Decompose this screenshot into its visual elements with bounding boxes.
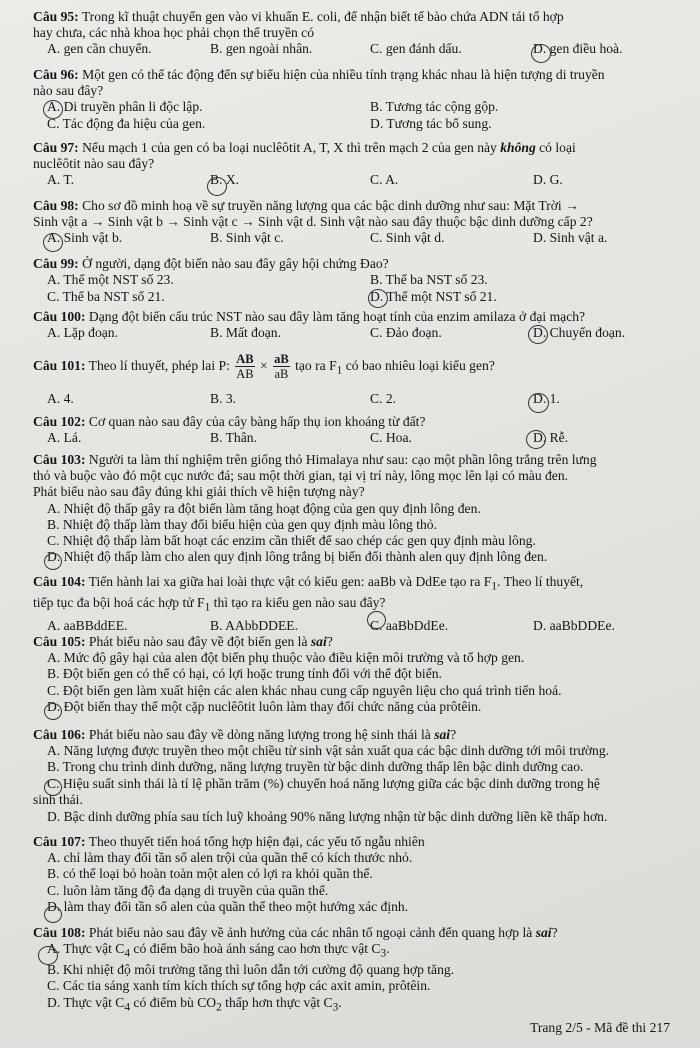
option-c[interactable]: C. A. [370,172,399,188]
answer-mark-circle [44,703,62,720]
option-c[interactable]: C. Đột biến gen làm xuất hiện các alen khác nhau cung cấp nguyên liệu cho quá trình tiến hoá. [47,682,562,698]
option-a[interactable]: A. Lặp đoạn. [47,325,118,341]
option-c[interactable]: C. aaBbDdEe. [370,617,449,633]
answer-mark-circle [526,430,546,449]
question-108: Câu 108: Phát biểu nào sau đây về ảnh hưởng của các nhân tố ngoại cảnh đến quang hợp là sai? A. Thực vật $C_4$ có điểm bão hoà ánh sáng cao hơn thực vật $C_3$. B. Khi nhiệt độ môi trường tăng thì luôn dẫn tới cường độ quang hợp tăng. C. Các tia sáng xanh tím kích thích sự tổng hợp các axit amin, prôtêin. D. Thực vật $C_4$ có điểm bù $CO_2$ thấp hơn thực vật $C_3$. [33,925,688,1015]
option-a[interactable]: A. gen cần chuyển. [47,41,152,57]
fraction-1: $\frac{AB}{AB}$ [236,352,254,382]
answer-mark-circle [44,779,62,796]
question-96: Câu 96: Một gen có thể tác động đến sự biểu hiện của nhiều tính trạng khác nhau là hiện tượng di truyền nào sau đây? A. Di truyền phân li độc lập. B. Tương tác cộng gộp. C. Tác động đa hiệu của gen. D. Tương tác bổ sung. [33,67,605,132]
option-a[interactable]: A. Lá. [47,430,82,446]
option-d[interactable]: D. làm thay đổi tần số alen của quần thể theo một hướng xác định. [47,898,409,914]
option-a[interactable]: A. T. [47,172,75,188]
question-97: Câu 97: Nếu mạch 1 của gen có ba loại nuclêôtit A, T, X thì trên mạch 2 của gen này không có loại nuclêôtit nào sau đây? A. T. B. X. C. A. D. G. [33,140,576,188]
option-d[interactable]: D. Nhiệt độ thấp làm cho alen quy định lông trắng bị biến đổi thành alen quy định lông đen. [47,549,548,565]
option-c[interactable]: C. Hoa. [370,430,412,446]
option-b[interactable]: B. Đột biến gen có thể có hại, có lợi hoặc trung tính đối với thể đột biến. [47,666,442,682]
question-104: Câu 104: Tiến hành lai xa giữa hai loài thực vật có kiểu gen: aaBb và DdEe tạo ra $F_1$. Theo lí thuyết, tiếp tục đa bội hoá các hợp tử $F_1$ thì tạo ra kiểu gen nào sau đây? A. aaBBddEE. B. AAbbDDEE. C. aaBbDdEe. D. aaBbDDEe. [33,574,615,633]
option-d[interactable]: D. Tương tác bổ sung. [370,116,492,132]
option-d[interactable]: D. Chuyển đoạn. [533,325,626,341]
option-d[interactable]: D. aaBbDDEe. [533,617,615,633]
option-d[interactable]: D. Thực vật $C_4$ có điểm bù $CO_2$ thấp hơn thực vật $C_3$. [47,994,342,1014]
option-a[interactable]: A. Di truyền phân li độc lập. [47,99,203,115]
question-106: Câu 106: Phát biểu nào sau đây về dòng năng lượng trong hệ sinh thái là sai? A. Năng lượng được truyền theo một chiều từ sinh vật sản xuất qua các bậc dinh dưỡng tới môi trường. B. Trong chu trình dinh dưỡng, năng lượng truyền từ bậc dinh dưỡng thấp lên bậc dinh dưỡng cao. C. Hiệu suất sinh thái là tỉ lệ phần trăm (%) chuyển hoá năng lượng giữa các bậc dinh dưỡng trong hệ sinh thái. D. Bậc dinh dưỡng phía sau tích luỹ khoảng 90% năng lượng nhận từ bậc dinh dưỡng liền kề thấp hơn. [33,727,688,825]
option-c[interactable]: C. Sinh vật d. [370,230,445,246]
answer-mark-circle [207,177,227,196]
option-b[interactable]: B. Thân. [210,430,257,446]
option-b[interactable]: B. X. [210,172,240,188]
question-105: Câu 105: Phát biểu nào sau đây về đột biến gen là sai? A. Mức độ gây hại của alen đột biến phụ thuộc vào điều kiện môi trường và tổ hợp gen. B. Đột biến gen có thể có hại, có lợi hoặc trung tính đối với thể đột biến. C. Đột biến gen làm xuất hiện các alen khác nhau cung cấp nguyên liệu cho quá trình tiến hoá. D. Đột biến thay thế một cặp nuclêôtit luôn làm thay đổi chức năng của prôtêin. [33,634,688,715]
option-c[interactable]: C. gen đánh dấu. [370,41,462,57]
option-d[interactable]: D. 1. [533,391,560,406]
question-102: Câu 102: Cơ quan nào sau đây của cây bàng hấp thụ ion khoáng từ đất? A. Lá. B. Thân. C. Hoa. D. Rễ. [33,414,569,446]
option-d[interactable]: D. gen điều hoà. [533,41,623,57]
answer-mark-circle [531,44,551,63]
option-c[interactable]: C. Đảo đoạn. [370,325,442,341]
answer-mark-circle [528,325,548,344]
option-b[interactable]: B. AAbbDDEE. [210,617,298,633]
option-d[interactable]: D. G. [533,172,563,188]
option-a[interactable]: A. Sinh vật b. [47,230,123,246]
option-c[interactable]: C. Hiệu suất sinh thái là tỉ lệ phần trăm (%) chuyển hoá năng lượng giữa các bậc dinh dưỡng trong hệ [47,775,600,791]
question-101: Câu 101: Theo lí thuyết, phép lai P: $\frac{AB}{AB}$ × $\frac{aB}{aB}$ tạo ra $F_1$ có bao nhiêu loại kiểu gen? A. 4. B. 3. C. 2. D. 1. [33,352,560,406]
question-number: Câu 95: [33,9,79,24]
option-b[interactable]: B. gen ngoài nhân. [210,41,313,57]
option-b[interactable]: B. Thể ba NST số 23. [370,272,488,288]
option-b[interactable]: B. Khi nhiệt độ môi trường tăng thì luôn dẫn tới cường độ quang hợp tăng. [47,962,455,978]
option-c[interactable]: C. luôn làm tăng độ đa dạng di truyền của quần thể. [47,882,329,898]
answer-mark-circle [38,946,58,965]
option-b[interactable]: B. Sinh vật c. [210,230,284,246]
question-98: Câu 98: Cho sơ đồ minh hoạ về sự truyền năng lượng qua các bậc dinh dưỡng như sau: Mặt Trời → Sinh vật a → Sinh vật b → Sinh vật c → Sinh vật d. Sinh vật nào sau đây thuộc bậc dinh dưỡng cấp 2? A. Sinh vật b. B. Sinh vật c. C. Sinh vật d. D. Sinh vật a. [33,198,608,246]
option-d[interactable]: D. Bậc dinh dưỡng phía sau tích luỹ khoảng 90% năng lượng nhận từ bậc dinh dưỡng liền kề thấp hơn. [47,809,608,825]
option-c[interactable]: C. Thể ba NST số 21. [47,289,165,305]
option-c[interactable]: C. Tác động đa hiệu của gen. [47,116,206,132]
option-c[interactable]: C. Các tia sáng xanh tím kích thích sự tổng hợp các axit amin, prôtêin. [47,978,431,994]
option-a[interactable]: A. 4. [47,391,74,406]
option-b[interactable]: B. Nhiệt độ thấp làm thay đổi biểu hiện của gen quy định màu lông thỏ. [47,516,437,532]
option-b[interactable]: B. Mất đoạn. [210,325,281,341]
option-a[interactable]: A. Mức độ gây hại của alen đột biến phụ thuộc vào điều kiện môi trường và tổ hợp gen. [47,650,525,666]
answer-mark-circle [367,611,386,629]
option-a[interactable]: A. aaBBddEE. [47,617,128,633]
option-c[interactable]: C. 2. [370,391,397,406]
option-b[interactable]: B. Trong chu trình dinh dưỡng, năng lượng truyền từ bậc dinh dưỡng thấp lên bậc dinh dưỡng cao. [47,759,584,775]
question-100: Câu 100: Dạng đột biến cấu trúc NST nào sau đây làm tăng hoạt tính của enzim amilaza ở đại mạch? A. Lặp đoạn. B. Mất đoạn. C. Đảo đoạn. D. Chuyển đoạn. [33,309,626,341]
option-a[interactable]: A. Năng lượng được truyền theo một chiều từ sinh vật sản xuất qua các bậc dinh dưỡng tới môi trường. [47,743,610,759]
option-b[interactable]: B. 3. [210,391,237,406]
option-a[interactable]: A. Thể một NST số 23. [47,272,174,288]
option-d[interactable]: D. Đột biến thay thế một cặp nuclêôtit luôn làm thay đổi chức năng của prôtêin. [47,698,482,714]
question-107: Câu 107: Theo thuyết tiến hoá tổng hợp hiện đại, các yếu tố ngẫu nhiên A. chỉ làm thay đổi tần số alen trội của quần thể có kích thước nhỏ. B. có thể loại bỏ hoàn toàn một alen có lợi ra khỏi quần thể. C. luôn làm tăng độ đa dạng di truyền của quần thể. D. làm thay đổi tần số alen của quần thể theo một hướng xác định. [33,834,688,915]
option-b[interactable]: B. có thể loại bỏ hoàn toàn một alen có lợi ra khỏi quần thể. [47,866,373,882]
answer-mark-circle [44,906,62,923]
answer-mark-circle [368,289,388,308]
option-c-continued: sinh thái. [33,791,83,807]
option-d[interactable]: D. Rễ. [533,430,569,446]
option-a[interactable]: A. Thực vật $C_4$ có điểm bão hoà ánh sáng cao hơn thực vật $C_3$. [47,941,390,960]
option-d[interactable]: D. Thể một NST số 21. [370,289,497,305]
answer-mark-circle [43,233,63,252]
answer-mark-circle [44,553,62,570]
option-d[interactable]: D. Sinh vật a. [533,230,608,246]
option-c[interactable]: C. Nhiệt độ thấp làm bất hoạt các enzim cần thiết để sao chép các gen quy định màu lông. [47,533,536,549]
option-a[interactable]: A. chỉ làm thay đổi tần số alen trội của quần thể có kích thước nhỏ. [47,850,413,866]
answer-mark-circle [43,100,63,119]
answer-mark-circle [528,393,549,413]
page-footer: Trang 2/5 - Mã đề thi 217 [530,1020,670,1035]
question-95: Câu 95: Trong kĩ thuật chuyển gen vào vi khuẩn E. coli, để nhận biết tế bào chứa ADN tái tổ hợp hay chưa, các nhà khoa học phải chọn thể truyền có A. gen cần chuyển. B. gen ngoài nhân. C. gen đánh dấu. D. gen điều hoà. [33,9,623,57]
question-103: Câu 103: Người ta làm thí nghiệm trên giống thỏ Himalaya như sau: cạo một phần lông trắng trên lưng thỏ và buộc vào đó một cục nước đá; sau một thời gian, tại vị trí này, lông mọc lên lại có màu đen. Phát biểu nào sau đây đúng khi giải thích về hiện tượng này? A. Nhiệt độ thấp gây ra đột biến làm tăng hoạt động của gen quy định lông đen. B. Nhiệt độ thấp làm thay đổi biểu hiện của gen quy định màu lông thỏ. C. Nhiệt độ thấp làm bất hoạt các enzim cần thiết để sao chép các gen quy định màu lông. D. Nhiệt độ thấp làm cho alen quy định lông trắng bị biến đổi thành alen quy định lông đen. [33,452,688,565]
option-a[interactable]: A. Nhiệt độ thấp gây ra đột biến làm tăng hoạt động của gen quy định lông đen. [47,500,481,516]
question-99: Câu 99: Ở người, dạng đột biến nào sau đây gây hội chứng Đao? A. Thể một NST số 23. B. Thể ba NST số 23. C. Thể ba NST số 21. D. Thể một NST số 21. [33,256,497,305]
fraction-2: $\frac{aB}{aB}$ [274,352,289,382]
option-b[interactable]: B. Tương tác cộng gộp. [370,99,499,115]
